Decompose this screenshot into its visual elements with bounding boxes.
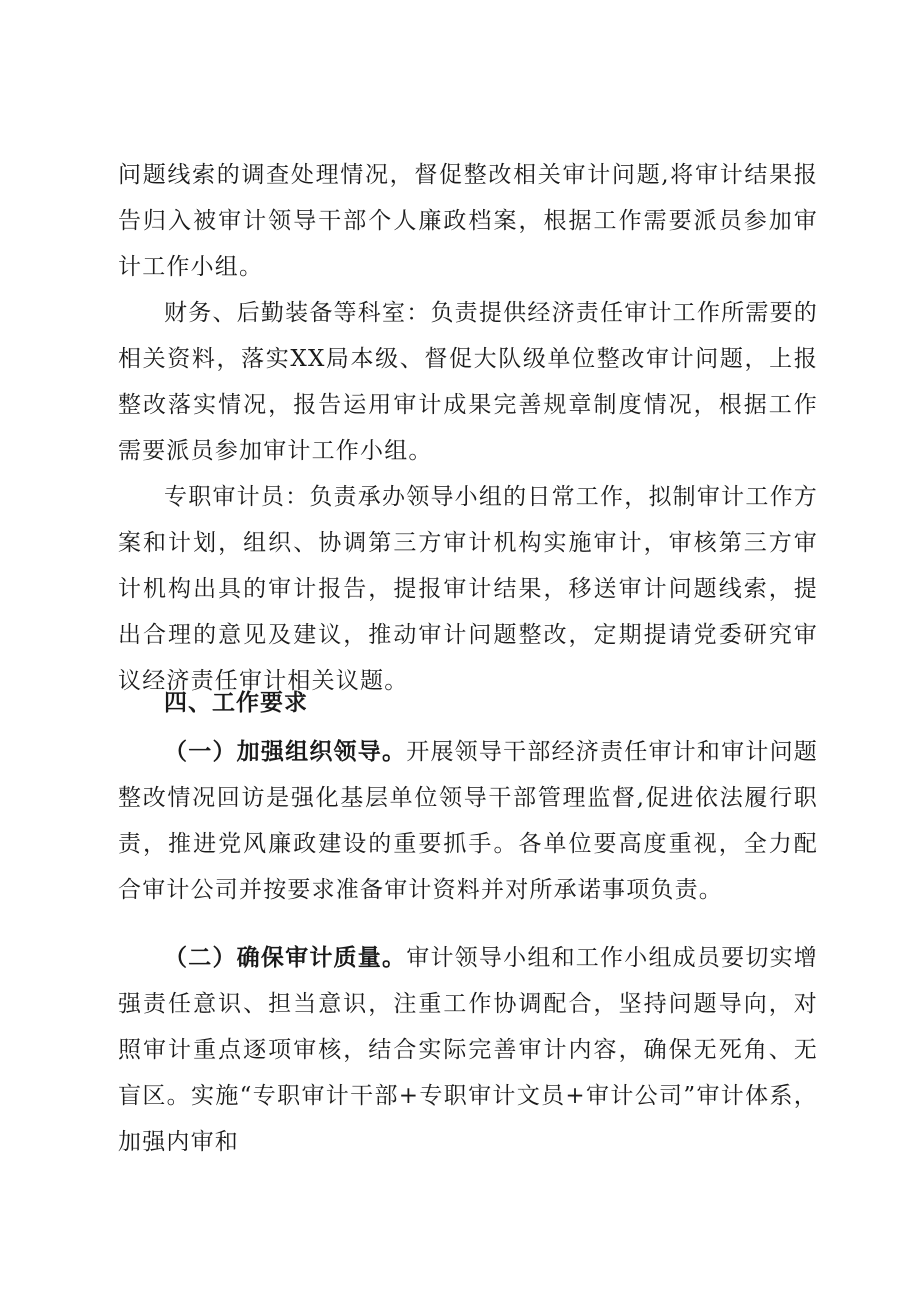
paragraph-text: 专职审计员：负责承办领导小组的日常工作，拟制审计工作方案和计划，组织、协调第三方审计机构实施审计，审核第三方审计机构出具的审计报告，提报审计结果，移送审计问题线索，提出合理的意见及建议，推动审计问题整改，定期提请党委研究审议经济责任审计相关议题。 <box>118 484 818 694</box>
paragraph-text: 财务、后勤装备等科室：负责提供经济责任审计工作所需要的相关资料，落实XX局本级、督促大队级单位整改审计问题，上报整改落实情况，报告运用审计成果完善规章制度情况，根据工作需要派员参加审计工作小组。 <box>118 300 818 464</box>
paragraph-text: 审计领导小组和工作小组成员要切实增强责任意识、担当意识，注重工作协调配合，坚持问题导向，对照审计重点逐项审核，结合实际完善审计内容，确保无死角、无盲区。实施“专职审计干部+专职审计文员+审计公司”审计体系，加强内审和 <box>118 945 818 1155</box>
paragraph-text: 开展领导干部经济责任审计和审计问题整改情况回访是强化基层单位领导干部管理监督,促进依法履行职责，推进党风廉政建设的重要抓手。各单位要高度重视，全力配合审计公司并按要求准备审计资料并对所承诺事项负责。 <box>118 739 818 903</box>
paragraph-lead-title: （二）确保审计质量。 <box>164 944 407 971</box>
paragraph-ensure-quality <box>118 935 818 1165</box>
paragraph-text: 问题线索的调查处理情况，督促整改相关审计问题,将审计结果报告归入被审计领导干部个人廉政档案，根据工作需要派员参加审计工作小组。 <box>118 162 818 280</box>
paragraph-finance-logistics <box>118 290 818 474</box>
section-heading-work-requirements: 四、工作要求 <box>164 690 308 716</box>
paragraph-strengthen-leadership <box>118 729 818 913</box>
paragraph-dedicated-auditor <box>118 474 818 704</box>
paragraph-problem-clues <box>118 152 818 290</box>
paragraph-lead-title: （一）加强组织领导。 <box>164 738 407 765</box>
